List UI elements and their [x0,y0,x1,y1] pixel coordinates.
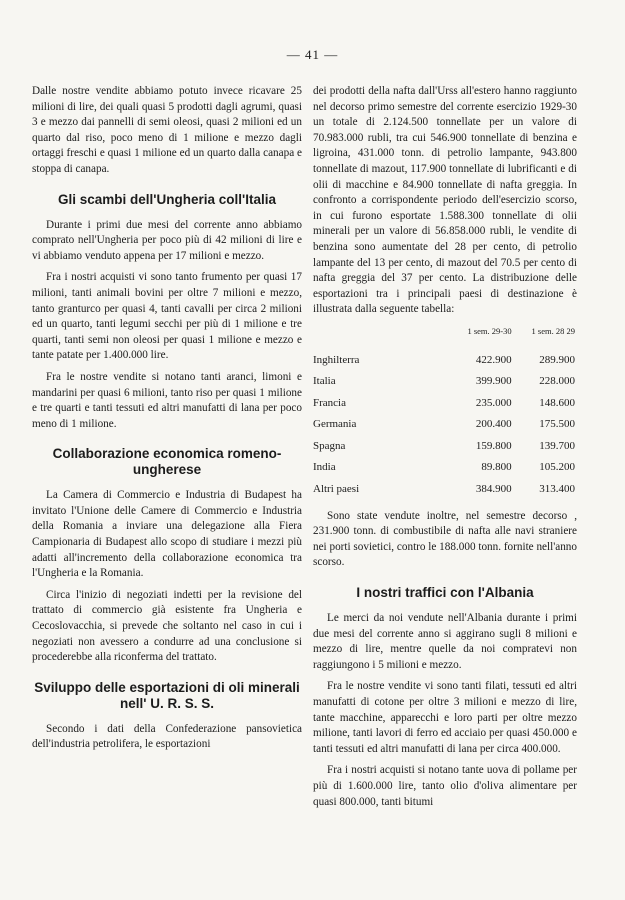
table-header-sem-29-30: 1 sem. 29-30 [467,325,512,336]
paragraph-urss-after-table: Sono state vendute inoltre, nel semestre decorso , 231.900 tonn. di combustibile di nafta alle navi straniere nei porti sovietici, contro le 188.000 tonn. fornite nell'anno scorso. [313,509,577,569]
table-cell-country: Inghilterra [313,353,360,366]
paragraph-intro: Dalle nostre vendite abbiamo potuto invece ricavare 25 milioni di lire, dei quali quasi 5 prodotti dagli agrumi, quasi 3 e mezzo dai pannelli di semi oleosi, quasi 2 milioni ed un quarto dal riso, poco meno di 1 milione e mezzo dagli ortaggi freschi e quasi 1 milione ed un quarto dalla canapa e stoppa di canapa. [32,85,302,175]
paragraph-urss-continued: dei prodotti della nafta dall'Urss all'estero hanno raggiunto nel decorso primo semestre del corrente esercizio 1929-30 un totale di 2.124.500 tonnellate per un valore di 70.983.000 rubli, tra cui 546.900 tonnellate di benzina e ligroina, 431.000 tonn. di petrolio lampante, 943.800 tonnellate di mazout, 117.900 tonnellate di lubrificanti e di olii di macchine e 84.900 tonnellate di nafta greggia. In confronto a corrispondente periodo dell'esercizio scorso, in cui furono esportate 1.588.300 tonnellate di olii minerali per un valore di 56.858.000 rubli, le vendite di benzina sono aumentate del 28 per cento, di petrolio lampante del 13 per cento, di mazout del 70.5 per cento di nafta greggia del 37 per cento. La distribuzione delle esportazioni tra i principali paesi di destinazione è illustrata dalla seguente tabella: [313,85,577,316]
heading-esportazioni-urss: Sviluppo delle esportazioni di oli minerali nell' U. R. S. S. [34,679,300,711]
table-cell-country: Spagna [313,439,346,452]
table-header-row [313,324,577,350]
heading-albania: I nostri traffici con l'Albania [356,585,534,601]
heading-romeno-ungherese: Collaborazione economica romeno-ungherese [52,446,282,478]
table-cell-value: 289.900 [539,353,575,366]
table-row [313,350,577,372]
paragraph-romania-2: Circa l'inizio di negoziati indetti per la revisione del trattato di commercio già esistente fra Ungheria e Cecoslovacchia, si prevede che soltanto nel caso in cui i negoziati non avessero a condurre ad una conclusione si procederebbe alla riconferma del trattato. [32,588,302,664]
left-column [32,84,302,759]
table-cell-value: 422.900 [475,353,512,366]
paragraph-albania-2: Fra le nostre vendite vi sono tanti filati, tessuti ed altri manufatti di cotone per oltre 3 milioni e mezzo di lire, tante macchine, apparecchi e loro parti per oltre mezzo milione, tanti lavori di ferro ed acciaio per quasi 450.000 e tanti tessuti ed altri manufatti di lana per circa 400.000. [313,680,577,755]
exports-table [313,324,577,501]
table-cell-value: 89.800 [481,461,512,474]
paragraph-albania-3: Fra i nostri acquisti si notano tante uova di pollame per più di 1.600.000 lire, tanto olio d'oliva alimentare per quasi 800.000, tanti bitumi [313,764,577,808]
table-header-sem-28-29: 1 sem. 28 29 [531,325,575,336]
table-cell-value: 175.500 [539,418,575,431]
paragraph-romania-1: La Camera di Commercio e Industria di Budapest ha invitato l'Unione delle Camere di Commercio e Industria della Romania a inviare una delegazione alla Fiera Campionaria di Budapest allo scopo di studiare i mezzi più adatti all'incremento della collaborazione economica tra l'Ungheria e la Romania. [32,489,302,580]
table-cell-value: 235.000 [475,396,512,409]
table-cell-country: Francia [313,396,346,409]
table-cell-value: 159.800 [475,439,512,452]
table-header-country [313,324,450,350]
paragraph-urss-1: Secondo i dati della Confederazione pansovietica dell'industria petrolifera, le esportazioni [32,722,302,751]
table-row [313,479,577,501]
table-cell-country: Altri paesi [313,483,360,496]
table-cell-value: 139.700 [539,439,575,452]
table-cell-value: 105.200 [539,461,575,474]
table-cell-value: 200.400 [475,418,512,431]
table-row [313,371,577,393]
table-row [313,414,577,436]
table-cell-value: 384.900 [475,483,512,496]
table-cell-country: Italia [313,375,336,388]
page-number: — 41 — [286,47,339,62]
paragraph-albania-1: Le merci da noi vendute nell'Albania durante i primi due mesi del corrente anno si aggirano sugli 8 milioni e mezzo di lire, mentre quelle da noi compratevi non raggiungono i 5 milioni e mezzo. [313,612,577,671]
table-cell-value: 313.400 [539,483,575,496]
table-row [313,457,577,479]
table-cell-value: 148.600 [539,396,575,409]
table-cell-country: Germania [313,418,357,431]
table-row [313,436,577,458]
table-cell-value: 399.900 [475,375,512,388]
table-cell-country: India [313,461,336,474]
heading-ungheria-italia: Gli scambi dell'Ungheria coll'Italia [58,191,276,207]
paragraph-ungheria-1: Durante i primi due mesi del corrente anno abbiamo comprato nell'Ungheria per poco più di 42 milioni di lire e vi abbiamo venduto appena per 17 milioni e mezzo. [32,218,302,262]
table-cell-value: 228.000 [539,375,575,388]
table-row [313,393,577,415]
paragraph-ungheria-3: Fra le nostre vendite si notano tanti aranci, limoni e mandarini per quasi 6 milioni, tanto riso per quasi 1 milione e tre quarti e tanti tessuti ed altri manufatti di lana per poco meno di 1 milione. [32,370,302,430]
paragraph-ungheria-2: Fra i nostri acquisti vi sono tanto frumento per quasi 17 milioni, tanti animali bovini per oltre 7 milioni e mezzo, tanto granturco per quasi 4, tanti cavalli per circa 2 milioni ed un quarto, tanti legumi secchi per più di 1 milione e tre quarti, tanti semi non oleosi per quasi 1 milione e mezzo e tante patate per 1.400.000 lire. [32,271,302,362]
right-column [313,84,577,816]
